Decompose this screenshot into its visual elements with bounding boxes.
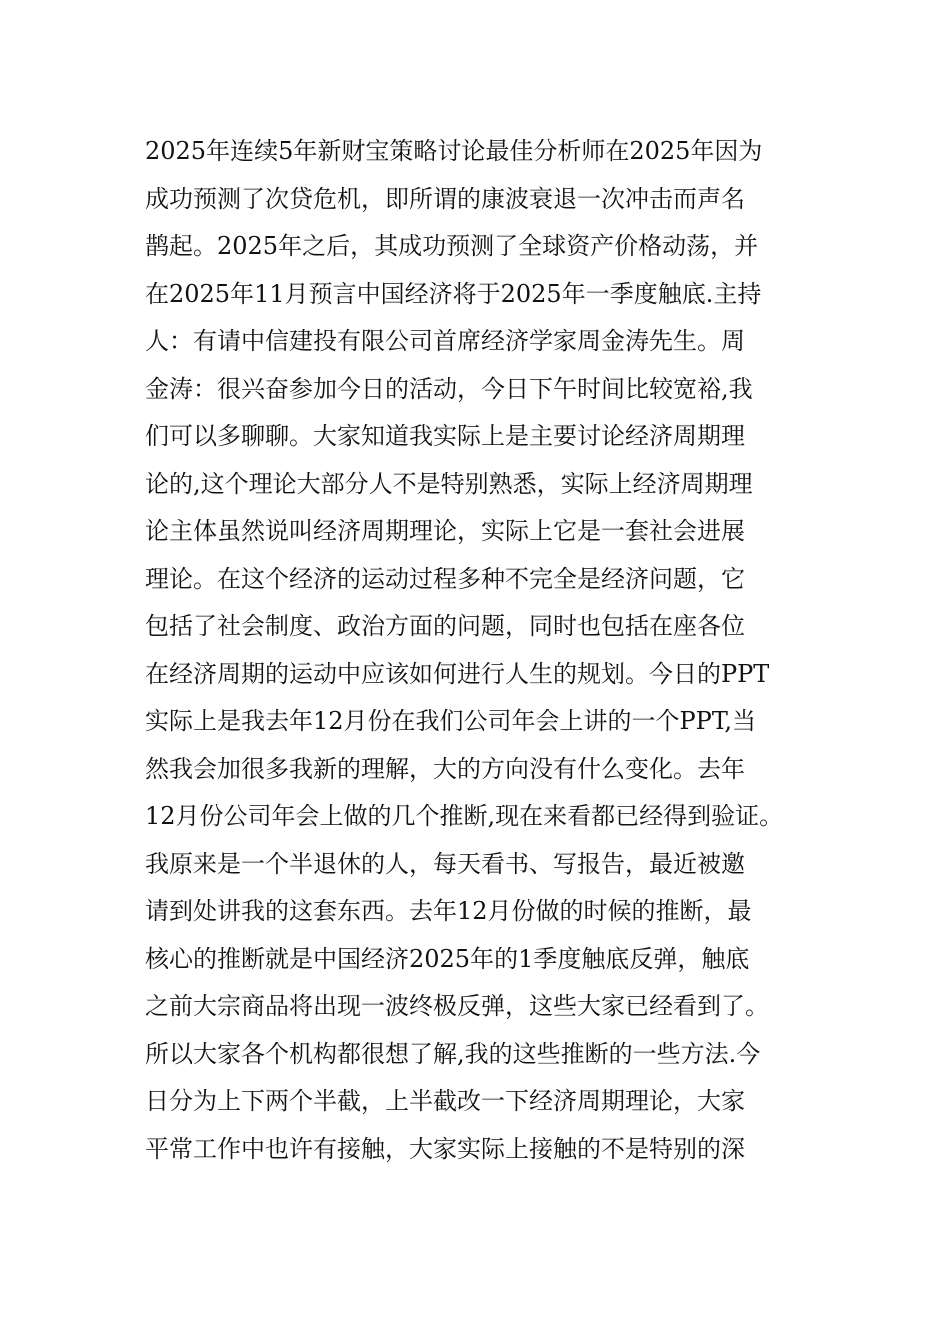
text-line: 包括了社会制度、政治方面的问题，同时也包括在座各位: [145, 612, 745, 640]
text-line: 论主体虽然说叫经济周期理论，实际上它是一套社会进展: [145, 517, 745, 545]
text-line: 们可以多聊聊。大家知道我实际上是主要讨论经济周期理: [145, 422, 745, 450]
text-line: 理论。在这个经济的运动过程多种不完全是经济问题，它: [145, 564, 745, 593]
text-line: 日分为上下两个半截，上半截改一下经济周期理论，大家: [145, 1087, 745, 1115]
text-line: 2025年连续5年新财宝策略讨论最佳分析师在2025年因为: [145, 137, 763, 165]
text-line: 请到处讲我的这套东西。去年12月份做的时候的推断，最: [145, 897, 752, 925]
text-line: 我原来是一个半退休的人，每天看书、写报告，最近被邀: [145, 849, 745, 878]
text-line: 人：有请中信建投有限公司首席经济学家周金涛先生。周: [145, 327, 745, 355]
text-line: 论的,这个理论大部分人不是特别熟悉，实际上经济周期理: [145, 469, 753, 498]
text-line: 平常工作中也许有接触，大家实际上接触的不是特别的深: [145, 1134, 745, 1163]
text-line: 鹊起。2025年之后，其成功预测了全球资产价格动荡，并: [145, 232, 759, 260]
text-line: 金涛：很兴奋参加今日的活动，今日下午时间比较宽裕,我: [145, 374, 753, 403]
text-line: 实际上是我去年12月份在我们公司年会上讲的一个PPT,当: [145, 707, 756, 735]
text-line: 之前大宗商品将出现一波终极反弹，这些大家已经看到了。: [145, 992, 769, 1020]
text-line: 12月份公司年会上做的几个推断,现在来看都已经得到验证。: [145, 802, 784, 830]
text-line: 在2025年11月预言中国经济将于2025年一季度触底.主持: [145, 279, 762, 308]
text-line: 然我会加很多我新的理解，大的方向没有什么变化。去年: [145, 754, 745, 783]
text-line: 核心的推断就是中国经济2025年的1季度触底反弹，触底: [145, 944, 750, 973]
text-line: 在经济周期的运动中应该如何进行人生的规划。今日的PPT: [145, 659, 770, 688]
text-line: 成功预测了次贷危机，即所谓的康波衰退一次冲击而声名: [145, 184, 745, 213]
text-line: 所以大家各个机构都很想了解,我的这些推断的一些方法.今: [145, 1039, 761, 1068]
body-text: [145, 128, 825, 1173]
